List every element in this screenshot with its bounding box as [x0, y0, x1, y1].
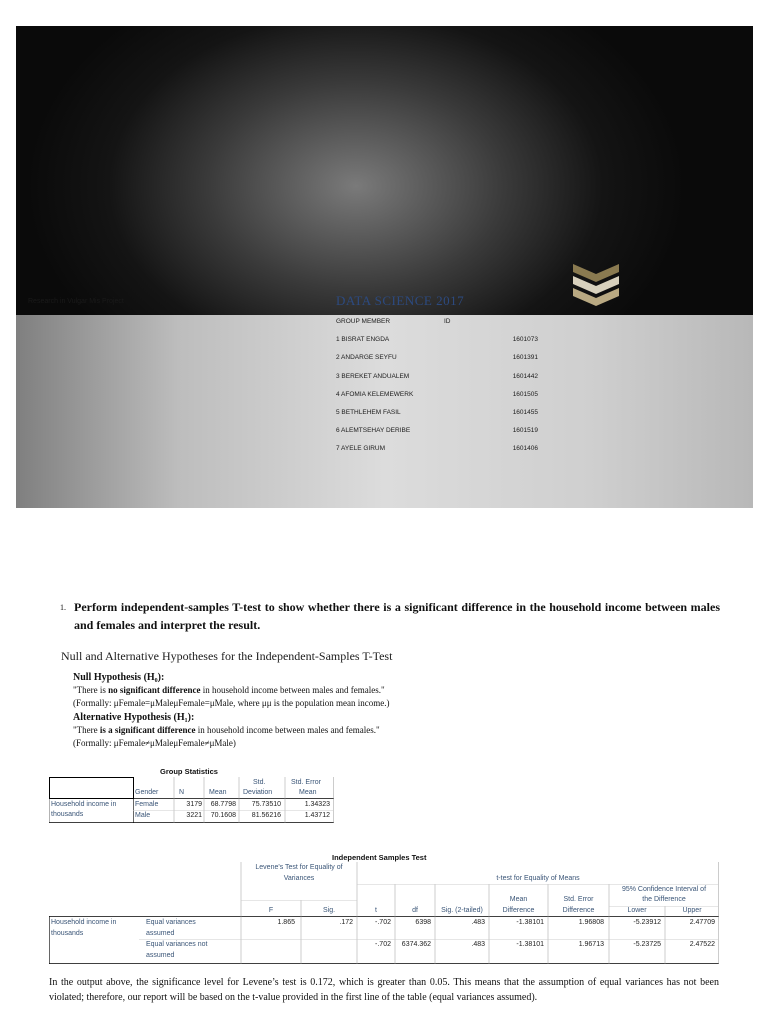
null-text-post: in household income between males and females." — [200, 685, 385, 696]
ist-cell-sig: .172 — [339, 919, 353, 926]
member-row — [336, 373, 556, 391]
member-id: 1601505 — [512, 390, 538, 398]
member-id: 1601442 — [512, 372, 538, 380]
gs-row-se: 1.43712 — [304, 812, 330, 819]
ist-cell-sig2: .483 — [471, 919, 485, 926]
group-statistics-table — [49, 777, 334, 823]
member-header-name: GROUP MEMBER — [336, 318, 391, 325]
question-text: Perform independent-samples T-test to show whether there is a significant difference in the household income between males and females and interpret the result. — [74, 600, 720, 632]
ist-cell-mean-diff: -1.38101 — [516, 941, 544, 948]
conclusion-paragraph: In the output above, the significance level for Levene’s test is 0.172, which is greater than 0.05. This means that the assumption of equal variances has not been violated; therefore, our report will be based on the t-value provided in the first line of the table (equal variances assumed). — [49, 977, 719, 1003]
group-statistics-title: Group Statistics — [160, 767, 218, 776]
gs-header-se-line1: Std. Error — [291, 779, 321, 786]
ist-cell-lower: -5.23912 — [633, 919, 661, 926]
cover-title: DATA SCIENCE 2017 — [336, 293, 465, 308]
ist-row-label-line1: Equal variances not — [146, 941, 208, 948]
ist-cell-t: -.702 — [375, 919, 391, 926]
independent-test-table — [49, 862, 719, 964]
null-text-pre: "There is — [73, 685, 109, 696]
member-name: 3 BEREKET ANDUALEM — [336, 372, 410, 380]
independent-test-title: Independent Samples Test — [332, 853, 427, 862]
gs-row-n: 3221 — [186, 812, 202, 819]
ist-cell-se-diff: 1.96713 — [578, 941, 604, 948]
ci-header-line1: 95% Confidence Interval of — [621, 886, 707, 893]
gs-header-sd-line2: Deviation — [243, 789, 273, 796]
ist-cell-upper: 2.47709 — [689, 919, 715, 926]
member-id: 1601406 — [512, 445, 538, 453]
member-table-header — [336, 318, 556, 336]
gs-row-mean: 70.1608 — [210, 812, 236, 819]
member-id: 1601455 — [512, 408, 538, 416]
gs-row-gender: Female — [135, 801, 159, 808]
member-row — [336, 336, 556, 354]
gs-row-sd: 81.56216 — [251, 812, 281, 819]
question-number: 1. — [60, 603, 66, 612]
ist-cell-se-diff: 1.96808 — [578, 919, 604, 926]
member-row — [336, 427, 556, 445]
ist-row-label-line2: assumed — [146, 930, 175, 937]
ist-row-label-line1: Equal variances — [146, 919, 196, 926]
gs-variable-line2: thousands — [51, 811, 84, 818]
member-row — [336, 409, 556, 427]
alt-text-emphasis: is a significant difference — [99, 724, 196, 735]
gs-row-gender: Male — [135, 812, 151, 819]
hypotheses-heading: Null and Alternative Hypotheses for the Independent-Samples T-Test — [61, 649, 393, 663]
member-id: 1601519 — [512, 427, 538, 435]
gs-header-gender: Gender — [135, 789, 159, 796]
member-name: 6 ALEMTSEHAY DERIBE — [336, 427, 411, 435]
gs-header-n: N — [179, 789, 185, 796]
ist-cell-f: 1.865 — [277, 919, 295, 926]
chevron-logo-icon — [573, 264, 619, 306]
col-header-f: F — [268, 907, 274, 914]
ci-header-line2: the Difference — [642, 896, 686, 903]
gs-row-sd: 75.73510 — [251, 801, 281, 808]
ist-variable-line2: thousands — [51, 930, 84, 937]
ist-cell-lower: -5.23725 — [633, 941, 661, 948]
levene-header-line2: Variances — [283, 875, 315, 882]
col-header-lower: Lower — [627, 907, 647, 914]
ist-cell-upper: 2.47522 — [689, 941, 715, 948]
col-header-upper: Upper — [682, 907, 702, 914]
member-id: 1601073 — [512, 336, 538, 344]
alt-hypothesis-text — [73, 724, 493, 737]
member-name: 4 AFOMIA KELEMEWERK — [336, 390, 414, 398]
question-1 — [60, 598, 720, 634]
cover-caption: Research in Vulgar Mis Project — [28, 298, 124, 305]
alt-text-post: in household income between males and females." — [195, 724, 380, 735]
ist-row-label-line2: assumed — [146, 952, 175, 959]
levene-header-line1: Levene's Test for Equality of — [255, 864, 343, 871]
alt-hypothesis-label: Alternative Hypothesis (H₁): — [73, 711, 195, 723]
member-row — [336, 391, 556, 409]
ist-variable-line1: Household income in — [51, 919, 117, 926]
null-hypothesis-formal: (Formally: μFemale=μMaleμFemale=μMale, where μμ is the population mean income.) — [73, 698, 390, 709]
ist-cell-t: -.702 — [375, 941, 391, 948]
member-name: 5 BETHLEHEM FASIL — [336, 408, 401, 416]
col-header-se-diff-line1: Std. Error — [563, 896, 594, 903]
col-header-se-diff-line2: Difference — [562, 907, 595, 914]
null-text-emphasis: no significant difference — [108, 685, 201, 696]
gs-variable-line1: Household income in — [51, 801, 117, 808]
member-name: 7 AYELE GIRUM — [336, 445, 386, 453]
gs-row-mean: 68.7798 — [210, 801, 236, 808]
member-table — [336, 318, 556, 464]
null-hypothesis-text — [73, 684, 493, 697]
col-header-df: df — [412, 907, 418, 914]
member-header-id: ID — [444, 318, 451, 325]
hypotheses-block — [73, 671, 493, 750]
cover-dark-panel — [16, 26, 753, 315]
alt-text-pre: "There — [73, 724, 100, 735]
col-header-t: t — [375, 907, 377, 914]
member-row — [336, 354, 556, 372]
ist-cell-mean-diff: -1.38101 — [516, 919, 544, 926]
ist-cell-df: 6374.362 — [401, 941, 431, 948]
gs-row-se: 1.34323 — [304, 801, 330, 808]
gs-row-n: 3179 — [186, 801, 202, 808]
ttest-header: t-test for Equality of Means — [496, 875, 580, 882]
col-header-sig: Sig. — [322, 907, 336, 914]
gs-header-sd-line1: Std. — [253, 779, 266, 786]
member-name: 1 BISRAT ENGDA — [336, 336, 390, 344]
member-name: 2 ANDARGE SEYFU — [336, 354, 397, 362]
member-id: 1601391 — [512, 354, 538, 362]
ist-cell-sig2: .483 — [471, 941, 485, 948]
ist-cell-df: 6398 — [415, 919, 431, 926]
alt-hypothesis-formal: (Formally: μFemale≠μMaleμFemale≠μMale) — [73, 738, 236, 749]
col-header-mean-diff-line2: Difference — [502, 907, 535, 914]
col-header-mean-diff-line1: Mean — [509, 896, 528, 903]
null-hypothesis-label: Null Hypothesis (H₀): — [73, 672, 165, 683]
gs-header-se-line2: Mean — [299, 789, 317, 796]
col-header-sig-2tailed: Sig. (2-tailed) — [441, 907, 483, 914]
member-row — [336, 445, 556, 463]
gs-header-mean: Mean — [209, 789, 227, 796]
